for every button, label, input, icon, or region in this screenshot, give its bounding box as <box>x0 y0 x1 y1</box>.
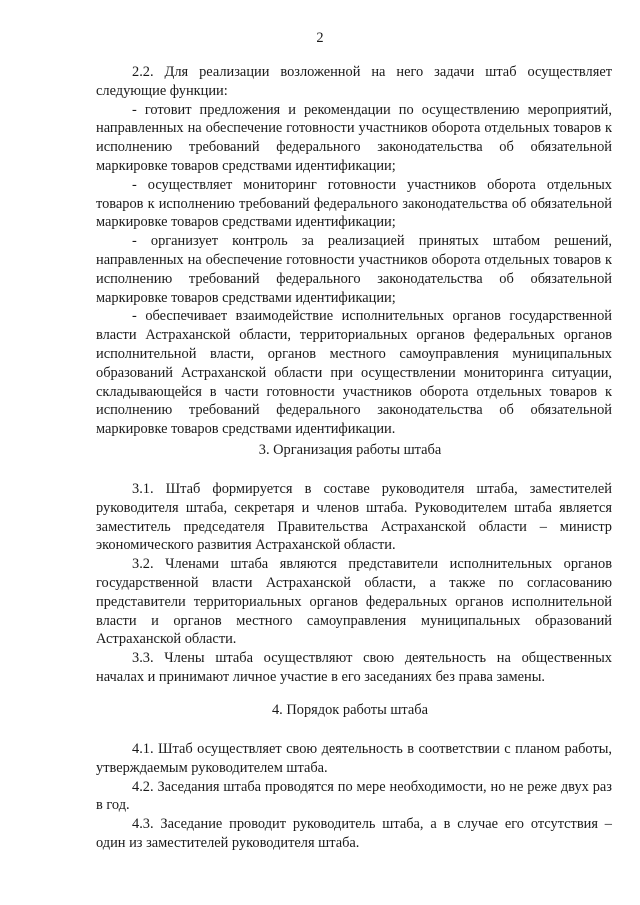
page-number: 2 <box>316 30 324 46</box>
section-3-body <box>96 480 612 687</box>
paragraph-4-3: 4.3. Заседание проводит руководитель штаба, а в случае его отсутствия – один из заместителей руководителя штаба. <box>96 816 612 851</box>
section-4-heading: 4. Порядок работы штаба <box>271 702 428 718</box>
function-item: - готовит предложения и рекомендации по осуществлению мероприятий, направленных на обеспечение готовности участников оборота отдельных товаров к исполнению требований федерального законодательства об обязательной маркировке товаров средствами идентификации; <box>96 101 612 174</box>
function-item: - организует контроль за реализацией принятых штабом решений, направленных на обеспечение готовности участников оборота отдельных товаров к исполнению требований федерального законодательства об обязательной маркировке товаров средствами идентификации; <box>96 233 612 306</box>
paragraph-3-3: 3.3. Члены штаба осуществляют свою деятельность на общественных началах и принимают личное участие в его заседаниях без права замены. <box>96 650 612 685</box>
section-4-body <box>96 740 612 853</box>
section-2-functions <box>96 63 612 439</box>
paragraph-2-2: 2.2. Для реализации возложенной на него задачи штаб осуществляет следующие функции: <box>96 64 612 99</box>
function-item: - обеспечивает взаимодействие исполнительных органов государственной власти Астраханской области, территориальных органов федеральных органов исполнительной власти, органов местного самоуправления муниципальных образований Астраханской области при осуществлении мониторинга ситуации, складывающейся в части готовности участников оборота отдельных товаров к исполнению требований федерального законодательства об обязательной маркировке товаров средствами идентификации. <box>96 308 612 438</box>
section-3-heading: 3. Организация работы штаба <box>258 442 442 458</box>
paragraph-3-2: 3.2. Членами штаба являются представители исполнительных органов государственной власти Астраханской области, а также по согласованию представители территориальных органов федеральных органов исполнительной власти и органов местного самоуправления муниципальных образований Астраханской области. <box>96 556 612 648</box>
paragraph-4-2: 4.2. Заседания штаба проводятся по мере необходимости, но не реже двух раз в год. <box>96 778 612 814</box>
paragraph-4-1: 4.1. Штаб осуществляет свою деятельность в соответствии с планом работы, утверждаемым руководителем штаба. <box>96 741 612 776</box>
paragraph-3-1: 3.1. Штаб формируется в составе руководителя штаба, заместителей руководителя штаба, секретаря и членов штаба. Руководителем штаба является заместитель председателя Правительства Астраханской области – министр экономического развития Астраханской области. <box>96 481 612 554</box>
function-item: - осуществляет мониторинг готовности участников оборота отдельных товаров к исполнению требований федерального законодательства об обязательной маркировке товаров средствами идентификации; <box>96 176 612 231</box>
